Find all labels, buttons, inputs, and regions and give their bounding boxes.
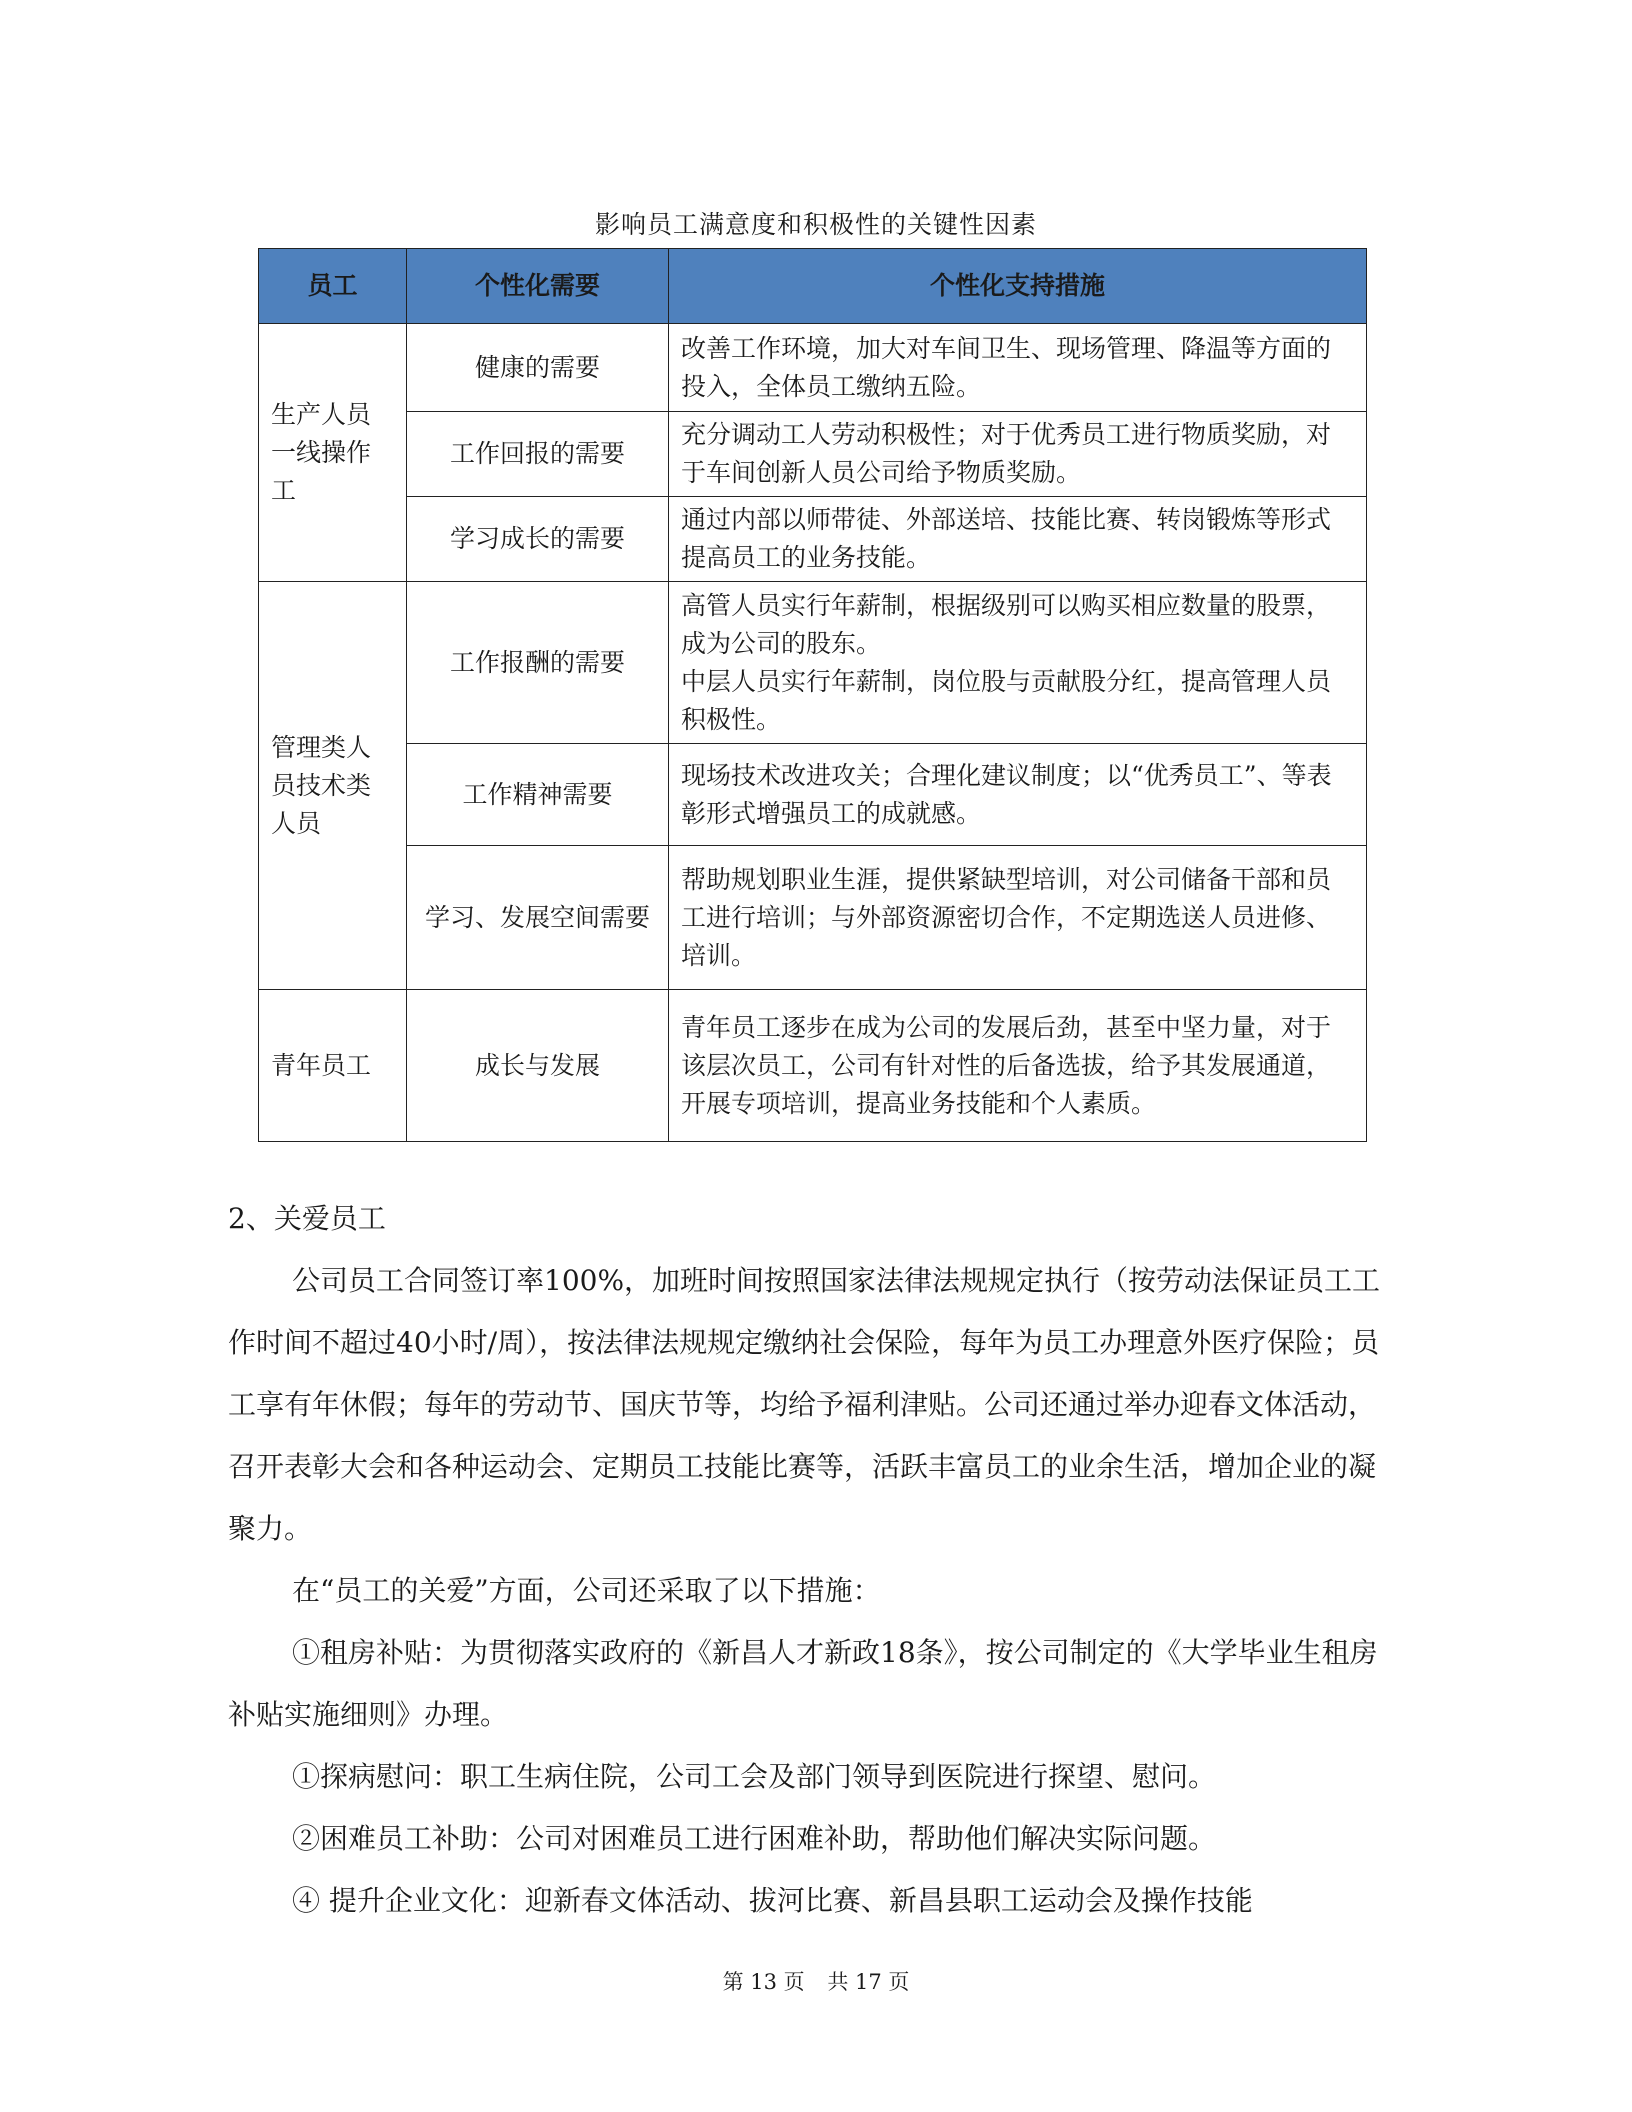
table-header-row bbox=[259, 249, 1367, 324]
measure-cell: 青年员工逐步在成为公司的发展后劲，甚至中坚力量，对于该层次员工，公司有针对性的后备选拔，给予其发展通道，开展专项培训，提高业务技能和个人素质。 bbox=[669, 990, 1367, 1142]
table-row bbox=[259, 744, 1367, 846]
table-row bbox=[259, 846, 1367, 990]
list-item: ①租房补贴：为贯彻落实政府的《新昌人才新政18条》，按公司制定的《大学毕业生租房补贴实施细则》办理。 bbox=[228, 1636, 1378, 1731]
factors-table bbox=[258, 248, 1367, 1142]
need-cell: 工作回报的需要 bbox=[407, 412, 669, 497]
need-cell: 健康的需要 bbox=[407, 324, 669, 412]
employee-group-youth: 青年员工 bbox=[259, 990, 407, 1142]
need-cell: 工作报酬的需要 bbox=[407, 582, 669, 744]
need-cell: 学习、发展空间需要 bbox=[407, 846, 669, 990]
table-row bbox=[259, 324, 1367, 412]
table-caption: 影响员工满意度和积极性的关键性因素 bbox=[594, 210, 1037, 239]
table-row bbox=[259, 412, 1367, 497]
page-footer bbox=[0, 1966, 1632, 1996]
section-body bbox=[228, 1188, 1388, 1932]
employee-group-management: 管理类人员技术类人员 bbox=[259, 582, 407, 990]
header-employee: 员工 bbox=[259, 249, 407, 324]
need-cell: 成长与发展 bbox=[407, 990, 669, 1142]
section-heading: 2、关爱员工 bbox=[228, 1202, 386, 1235]
need-cell: 学习成长的需要 bbox=[407, 497, 669, 582]
paragraph: 在“员工的关爱”方面，公司还采取了以下措施： bbox=[292, 1574, 881, 1607]
measure-line: 中层人员实行年薪制，岗位股与贡献股分红，提高管理人员积极性。 bbox=[681, 666, 1332, 734]
measure-line: 高管人员实行年薪制，根据级别可以购买相应数量的股票，成为公司的股东。 bbox=[681, 590, 1332, 658]
measure-cell: 帮助规划职业生涯，提供紧缺型培训，对公司储备干部和员工进行培训；与外部资源密切合作，不定期选送人员进修、培训。 bbox=[669, 846, 1367, 990]
list-item: ②困难员工补助：公司对困难员工进行困难补助，帮助他们解决实际问题。 bbox=[292, 1822, 1217, 1855]
page-number: 第 13 页 bbox=[722, 1970, 805, 1994]
measure-cell: 改善工作环境，加大对车间卫生、现场管理、降温等方面的投入，全体员工缴纳五险。 bbox=[669, 324, 1367, 412]
measure-cell: 现场技术改进攻关；合理化建议制度；以“优秀员工”、等表彰形式增强员工的成就感。 bbox=[669, 744, 1367, 846]
page-total: 共 17 页 bbox=[827, 1970, 910, 1994]
list-item: ①探病慰问：职工生病住院，公司工会及部门领导到医院进行探望、慰问。 bbox=[292, 1760, 1217, 1793]
measure-cell: 充分调动工人劳动积极性；对于优秀员工进行物质奖励，对于车间创新人员公司给予物质奖励。 bbox=[669, 412, 1367, 497]
header-need: 个性化需要 bbox=[407, 249, 669, 324]
need-cell: 工作精神需要 bbox=[407, 744, 669, 846]
paragraph: 公司员工合同签订率100%，加班时间按照国家法律法规规定执行（按劳动法保证员工工作时间不超过40小时/周），按法律法规规定缴纳社会保险，每年为员工办理意外医疗保险；员工享有年休假；每年的劳动节、国庆节等，均给予福利津贴。公司还通过举办迎春文体活动，召开表彰大会和各种运动会、定期员工技能比赛等，活跃丰富员工的业余生活，增加企业的凝聚力。 bbox=[228, 1264, 1381, 1545]
table-row bbox=[259, 582, 1367, 744]
employee-group-production: 生产人员一线操作工 bbox=[259, 324, 407, 582]
table-row bbox=[259, 497, 1367, 582]
header-measure: 个性化支持措施 bbox=[669, 249, 1367, 324]
measure-cell bbox=[669, 582, 1367, 744]
list-item: ④ 提升企业文化：迎新春文体活动、拔河比赛、新昌县职工运动会及操作技能 bbox=[292, 1884, 1253, 1917]
table-row bbox=[259, 990, 1367, 1142]
measure-cell: 通过内部以师带徒、外部送培、技能比赛、转岗锻炼等形式提高员工的业务技能。 bbox=[669, 497, 1367, 582]
